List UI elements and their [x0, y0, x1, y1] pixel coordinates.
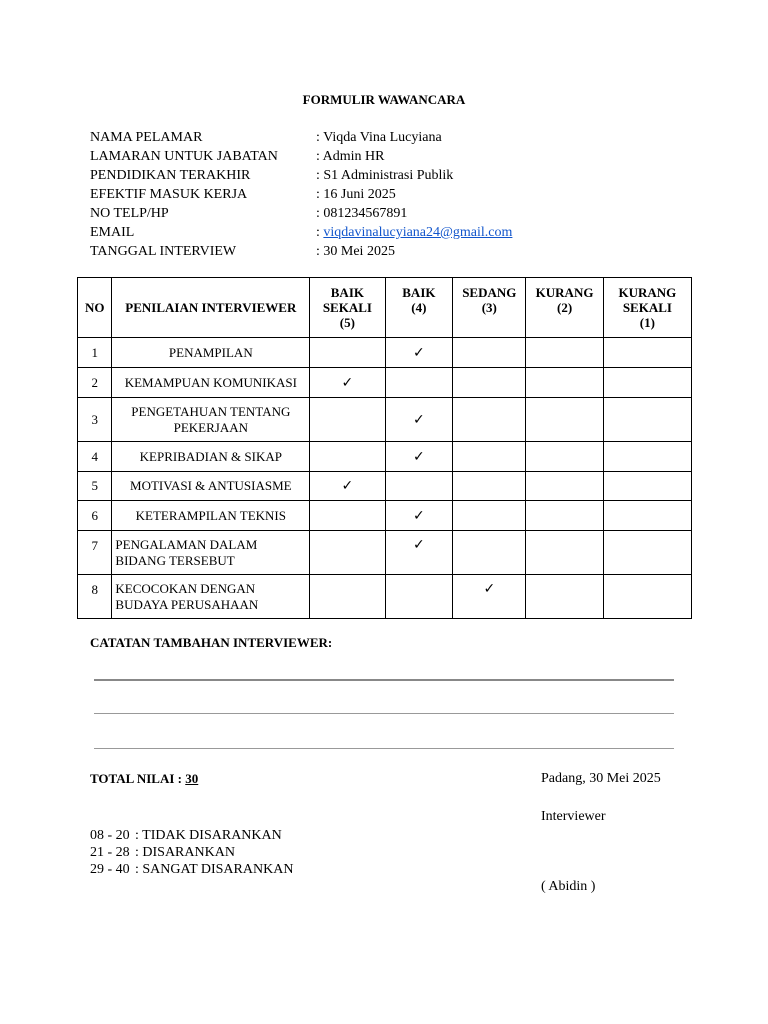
criterion-line: PENGALAMAN DALAM	[115, 536, 258, 552]
info-row-start-date	[90, 185, 512, 204]
header-line: SEKALI	[322, 300, 372, 315]
info-label: TANGGAL INTERVIEW	[90, 244, 237, 259]
table-row	[78, 442, 692, 472]
row-criterion	[112, 501, 310, 531]
separator: :	[316, 187, 324, 202]
score-cell-1	[603, 338, 691, 368]
criterion-line: PENAMPILAN	[168, 344, 253, 360]
info-label: LAMARAN UNTUK JABATAN	[90, 149, 278, 164]
applicant-name: Viqda Vina Lucyiana	[323, 130, 442, 145]
criterion-line: KETERAMPILAN TEKNIS	[135, 507, 286, 523]
score-cell-5	[310, 531, 385, 575]
score-cell-3	[453, 398, 526, 442]
score-cell-1	[603, 501, 691, 531]
score-cell-4	[385, 442, 453, 472]
assessment-table	[77, 277, 692, 619]
separator: :	[316, 244, 324, 259]
email-link[interactable]: viqdavinalucyiana24@gmail.com	[323, 225, 513, 240]
header-line: SEKALI	[622, 300, 672, 315]
check-mark-icon: ✓	[413, 344, 425, 361]
info-row-position	[90, 147, 512, 166]
info-value	[316, 223, 512, 242]
table-row	[78, 472, 692, 501]
score-cell-5	[310, 338, 385, 368]
form-title: FORMULIR WAWANCARA	[302, 92, 466, 107]
total-score	[90, 771, 198, 787]
note-line[interactable]	[94, 713, 674, 714]
score-cell-5	[310, 575, 385, 619]
header-line: (1)	[639, 315, 655, 330]
score-cell-3	[453, 442, 526, 472]
info-value	[316, 204, 407, 223]
info-row-phone	[90, 204, 512, 223]
check-mark-icon: ✓	[413, 411, 425, 428]
score-cell-1	[603, 368, 691, 398]
score-cell-2	[526, 472, 603, 501]
header-line: KURANG	[618, 285, 677, 300]
criterion-line: KEPRIBADIAN & SIKAP	[139, 448, 282, 464]
info-row-education	[90, 166, 512, 185]
score-cell-4	[385, 338, 453, 368]
header-score-4	[385, 278, 453, 338]
info-value	[316, 128, 442, 147]
score-cell-3	[453, 501, 526, 531]
criterion-line: BUDAYA PERUSAHAAN	[115, 596, 259, 612]
table-row	[78, 398, 692, 442]
row-criterion	[112, 472, 310, 501]
table-header-row	[78, 278, 692, 338]
row-criterion	[112, 338, 310, 368]
legend-range: 29 - 40	[90, 862, 130, 877]
legend-text: : TIDAK DISARANKAN	[135, 828, 282, 843]
header-line: KURANG	[535, 285, 594, 300]
row-number: 3	[78, 398, 112, 442]
legend-text: : DISARANKAN	[135, 845, 235, 860]
note-line[interactable]	[94, 679, 674, 681]
score-cell-3	[453, 368, 526, 398]
info-row-email	[90, 223, 512, 242]
score-cell-2	[526, 575, 603, 619]
phone-value: 081234567891	[323, 206, 408, 221]
start-date-value: 16 Juni 2025	[323, 187, 396, 202]
row-number: 4	[78, 442, 112, 472]
applicant-info	[90, 128, 512, 261]
row-criterion	[112, 531, 310, 575]
score-cell-5	[310, 442, 385, 472]
separator: :	[316, 168, 324, 183]
row-number: 6	[78, 501, 112, 531]
legend-row	[90, 827, 293, 844]
score-cell-5	[310, 472, 385, 501]
position-value: Admin HR	[322, 149, 385, 164]
score-cell-2	[526, 501, 603, 531]
table-row	[78, 531, 692, 575]
legend-text: : SANGAT DISARANKAN	[135, 862, 294, 877]
check-mark-icon: ✓	[413, 448, 425, 465]
header-criteria: PENILAIAN INTERVIEWER	[112, 278, 310, 338]
place-date: Padang, 30 Mei 2025	[541, 771, 661, 786]
row-criterion	[112, 442, 310, 472]
info-value	[316, 166, 453, 185]
header-line: (4)	[411, 300, 427, 315]
score-cell-4	[385, 531, 453, 575]
separator: :	[316, 206, 324, 221]
total-label: TOTAL NILAI :	[90, 771, 186, 786]
score-cell-3	[453, 472, 526, 501]
score-cell-4	[385, 575, 453, 619]
score-cell-1	[603, 398, 691, 442]
total-value: 30	[185, 771, 199, 786]
score-cell-2	[526, 531, 603, 575]
legend-range: 08 - 20	[90, 828, 130, 843]
separator: :	[316, 225, 324, 240]
score-cell-4	[385, 472, 453, 501]
header-line: (5)	[339, 315, 355, 330]
check-mark-icon: ✓	[341, 478, 354, 494]
score-cell-2	[526, 398, 603, 442]
info-row-name	[90, 128, 512, 147]
score-cell-3	[453, 531, 526, 575]
header-score-2	[526, 278, 603, 338]
info-value	[316, 242, 395, 261]
criterion-line: MOTIVASI & ANTUSIASME	[130, 478, 292, 493]
criterion-line: PENGETAHUAN TENTANG	[131, 403, 291, 419]
check-mark-icon: ✓	[413, 537, 425, 553]
score-cell-1	[603, 442, 691, 472]
header-line: BAIK	[402, 285, 436, 300]
row-criterion	[112, 368, 310, 398]
check-mark-icon: ✓	[413, 507, 425, 524]
info-row-interview-date	[90, 242, 512, 261]
score-cell-4	[385, 501, 453, 531]
header-line: (3)	[481, 300, 497, 315]
interview-date-value: 30 Mei 2025	[323, 244, 395, 259]
header-score-5	[310, 278, 385, 338]
score-legend	[90, 827, 293, 878]
header-line: (2)	[556, 300, 573, 315]
row-number: 7	[78, 531, 112, 575]
check-mark-icon: ✓	[483, 581, 496, 597]
info-label: PENDIDIKAN TERAKHIR	[90, 168, 251, 183]
info-value	[316, 147, 384, 166]
education-value: S1 Administrasi Publik	[323, 168, 454, 183]
separator: :	[316, 130, 324, 145]
score-cell-5	[310, 368, 385, 398]
score-cell-4	[385, 368, 453, 398]
legend-range: 21 - 28	[90, 845, 130, 860]
info-label: EMAIL	[90, 225, 135, 240]
header-no: NO	[78, 278, 112, 338]
table-row	[78, 368, 692, 398]
table-row	[78, 575, 692, 619]
row-number: 5	[78, 472, 112, 501]
info-label: NAMA PELAMAR	[90, 130, 203, 145]
table-row	[78, 501, 692, 531]
score-cell-5	[310, 501, 385, 531]
score-cell-1	[603, 531, 691, 575]
legend-row	[90, 861, 293, 878]
score-cell-1	[603, 575, 691, 619]
interviewer-signature: ( Abidin )	[541, 879, 596, 894]
header-score-3	[453, 278, 526, 338]
row-number: 8	[78, 575, 112, 619]
score-cell-2	[526, 338, 603, 368]
header-score-1	[603, 278, 691, 338]
score-cell-3	[453, 338, 526, 368]
header-line: BAIK	[330, 285, 364, 300]
criterion-line: BIDANG TERSEBUT	[115, 552, 235, 568]
info-label: NO TELP/HP	[90, 206, 169, 221]
row-number: 1	[78, 338, 112, 368]
score-cell-5	[310, 398, 385, 442]
score-cell-1	[603, 472, 691, 501]
score-cell-2	[526, 442, 603, 472]
check-mark-icon: ✓	[341, 374, 354, 391]
note-line[interactable]	[94, 748, 674, 749]
legend-row	[90, 844, 293, 861]
notes-label: CATATAN TAMBAHAN INTERVIEWER:	[90, 635, 333, 650]
score-cell-3	[453, 575, 526, 619]
criterion-line: PEKERJAAN	[173, 419, 249, 435]
info-value	[316, 185, 396, 204]
row-number: 2	[78, 368, 112, 398]
table-row	[78, 338, 692, 368]
criterion-line: KECOCOKAN DENGAN	[115, 580, 256, 596]
criterion-line: KEMAMPUAN KOMUNIKASI	[124, 374, 297, 390]
separator: :	[316, 149, 323, 164]
row-criterion	[112, 575, 310, 619]
score-cell-4	[385, 398, 453, 442]
row-criterion	[112, 398, 310, 442]
score-cell-2	[526, 368, 603, 398]
header-line: SEDANG	[462, 285, 517, 300]
interviewer-role: Interviewer	[541, 809, 606, 824]
info-label: EFEKTIF MASUK KERJA	[90, 187, 248, 202]
